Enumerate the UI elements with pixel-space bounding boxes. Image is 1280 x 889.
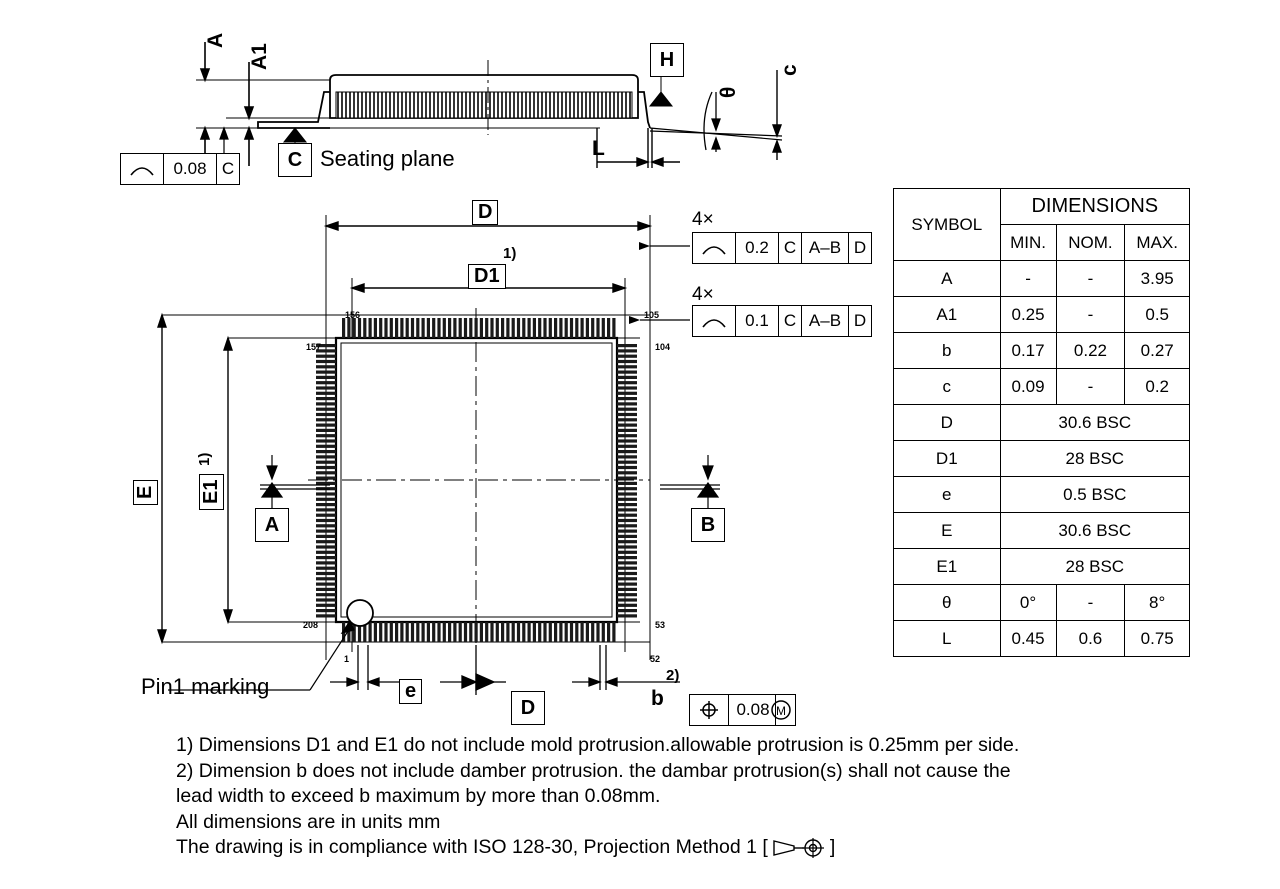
table-cell-symbol: D (894, 405, 1001, 441)
dimension-label-e: e (399, 679, 422, 704)
position-symbol (690, 695, 729, 725)
profile-control-frame-1 (692, 232, 872, 264)
dimensions-table (893, 188, 1190, 657)
flatness-datum-ref: C (221, 159, 235, 178)
table-row (894, 333, 1190, 369)
table-row (894, 369, 1190, 405)
profile-frame-1-datum-c: C (779, 233, 802, 263)
first-angle-projection-icon (770, 837, 828, 859)
pin-number-right-bottom: 53 (655, 620, 666, 630)
profile-of-surface-symbol (693, 306, 736, 336)
dimension-label-E: E (133, 480, 158, 505)
profile-frame-2-datum-c: C (779, 306, 802, 336)
dimension-label-D1: D1 (468, 264, 506, 289)
table-row (894, 549, 1190, 585)
position-control-frame (689, 694, 796, 726)
dimension-label-b: b (651, 687, 664, 710)
datum-feature-C: C (278, 143, 312, 177)
table-cell-nom: - (1056, 261, 1125, 297)
profile-frame-2-multiplier: 4× (692, 284, 714, 305)
flatness-control-frame (120, 153, 240, 185)
note-line-5-close: ] (829, 836, 836, 858)
notes-block (176, 733, 1136, 861)
datum-feature-H: H (650, 43, 684, 77)
table-cell-symbol: E1 (894, 549, 1001, 585)
flatness-tolerance-value: 0.08 (164, 154, 217, 184)
table-cell-min: - (1000, 261, 1056, 297)
pin-number-right-top: 104 (655, 342, 671, 352)
dimension-label-D: D (472, 200, 498, 225)
table-row (894, 441, 1190, 477)
table-row (894, 405, 1190, 441)
profile-frame-1-datum-d: D (853, 238, 867, 257)
note-ref-1-near-E1: 1) (196, 452, 213, 466)
table-row (894, 585, 1190, 621)
profile-frame-2-datum-d: D (853, 311, 867, 330)
dimension-label-c: c (778, 64, 801, 76)
dimension-label-L: L (592, 137, 605, 160)
table-cell-nom: - (1056, 585, 1125, 621)
pin-number-left-bottom: 208 (303, 620, 319, 630)
note-line-3: lead width to exceed b maximum by more than 0.08mm. (176, 785, 661, 807)
pin-number-bottom-left: 1 (344, 654, 350, 664)
table-header-min: MIN. (1000, 225, 1056, 261)
svg-text:M: M (776, 704, 786, 718)
table-cell-symbol: E (894, 513, 1001, 549)
table-cell-symbol: θ (894, 585, 1001, 621)
note-line-1: 1) Dimensions D1 and E1 do not include mold protrusion.allowable protrusion is 0.25mm per side. (176, 734, 1020, 756)
note-ref-2-near-b: 2) (666, 667, 680, 684)
profile-frame-1-tolerance: 0.2 (736, 233, 779, 263)
table-cell-nom: - (1056, 297, 1125, 333)
table-cell-symbol: D1 (894, 441, 1001, 477)
table-cell-nom: - (1056, 369, 1125, 405)
table-cell-max: 0.5 (1125, 297, 1190, 333)
table-cell-symbol: b (894, 333, 1001, 369)
table-cell-max: 0.27 (1125, 333, 1190, 369)
table-cell-value-span: 28 BSC (1000, 441, 1189, 477)
dimension-label-A1: A1 (248, 43, 271, 70)
table-cell-max: 3.95 (1125, 261, 1190, 297)
dimension-label-E1: E1 (199, 474, 224, 510)
note-line-4: All dimensions are in units mm (176, 810, 441, 833)
table-row (894, 513, 1190, 549)
table-row (894, 261, 1190, 297)
table-cell-value-span: 0.5 BSC (1000, 477, 1189, 513)
table-cell-value-span: 28 BSC (1000, 549, 1189, 585)
datum-feature-B: B (691, 508, 725, 542)
table-cell-max: 0.75 (1125, 621, 1190, 657)
table-cell-min: 0° (1000, 585, 1056, 621)
table-cell-value-span: 30.6 BSC (1000, 513, 1189, 549)
position-tolerance-value: 0.08 (729, 695, 776, 725)
pin1-marking-label: Pin1 marking (141, 674, 270, 699)
note-line-5-text: The drawing is in compliance with ISO 128-30, Projection Method 1 [ (176, 836, 768, 858)
table-cell-max: 8° (1125, 585, 1190, 621)
table-header-nom: NOM. (1056, 225, 1125, 261)
table-cell-min: 0.45 (1000, 621, 1056, 657)
profile-of-surface-symbol (693, 233, 736, 263)
mmc-modifier-icon (770, 695, 795, 725)
note-ref-1-near-D1: 1) (503, 245, 517, 262)
table-header-dimensions: DIMENSIONS (1000, 189, 1189, 225)
dimension-label-theta: θ (717, 86, 740, 98)
profile-frame-2-tolerance: 0.1 (736, 306, 779, 336)
dimensions-table-body (894, 261, 1190, 657)
table-cell-min: 0.25 (1000, 297, 1056, 333)
flatness-symbol (121, 154, 164, 184)
table-row (894, 477, 1190, 513)
datum-feature-A: A (255, 508, 289, 542)
datum-feature-D: D (511, 691, 545, 725)
table-cell-min: 0.17 (1000, 333, 1056, 369)
table-cell-symbol: A1 (894, 297, 1001, 333)
table-cell-symbol: A (894, 261, 1001, 297)
table-cell-symbol: L (894, 621, 1001, 657)
table-header-symbol: SYMBOL (894, 189, 1001, 261)
table-cell-max: 0.2 (1125, 369, 1190, 405)
table-cell-value-span: 30.6 BSC (1000, 405, 1189, 441)
profile-frame-1-datum-ab: A–B (802, 233, 849, 263)
dimensions-table-head (894, 189, 1190, 261)
pin-number-top-left: 156 (345, 310, 361, 320)
table-header-row-1 (894, 189, 1190, 225)
table-cell-symbol: c (894, 369, 1001, 405)
table-cell-symbol: e (894, 477, 1001, 513)
note-line-2: 2) Dimension b does not include damber protrusion. the dambar protrusion(s) shall not cause the (176, 759, 1011, 782)
dimension-label-A: A (204, 32, 227, 48)
pin-number-top-right: 105 (644, 310, 660, 320)
table-row (894, 621, 1190, 657)
table-cell-min: 0.09 (1000, 369, 1056, 405)
profile-frame-1-multiplier: 4× (692, 209, 714, 230)
pin-number-bottom-right: 52 (650, 654, 661, 664)
pin-number-left-top: 157 (306, 342, 322, 352)
table-cell-nom: 0.22 (1056, 333, 1125, 369)
seating-plane-label: Seating plane (320, 146, 455, 171)
profile-frame-2-datum-ab: A–B (802, 306, 849, 336)
table-row (894, 297, 1190, 333)
table-header-max: MAX. (1125, 225, 1190, 261)
profile-control-frame-2 (692, 305, 872, 337)
note-line-5 (176, 835, 1136, 861)
table-cell-nom: 0.6 (1056, 621, 1125, 657)
